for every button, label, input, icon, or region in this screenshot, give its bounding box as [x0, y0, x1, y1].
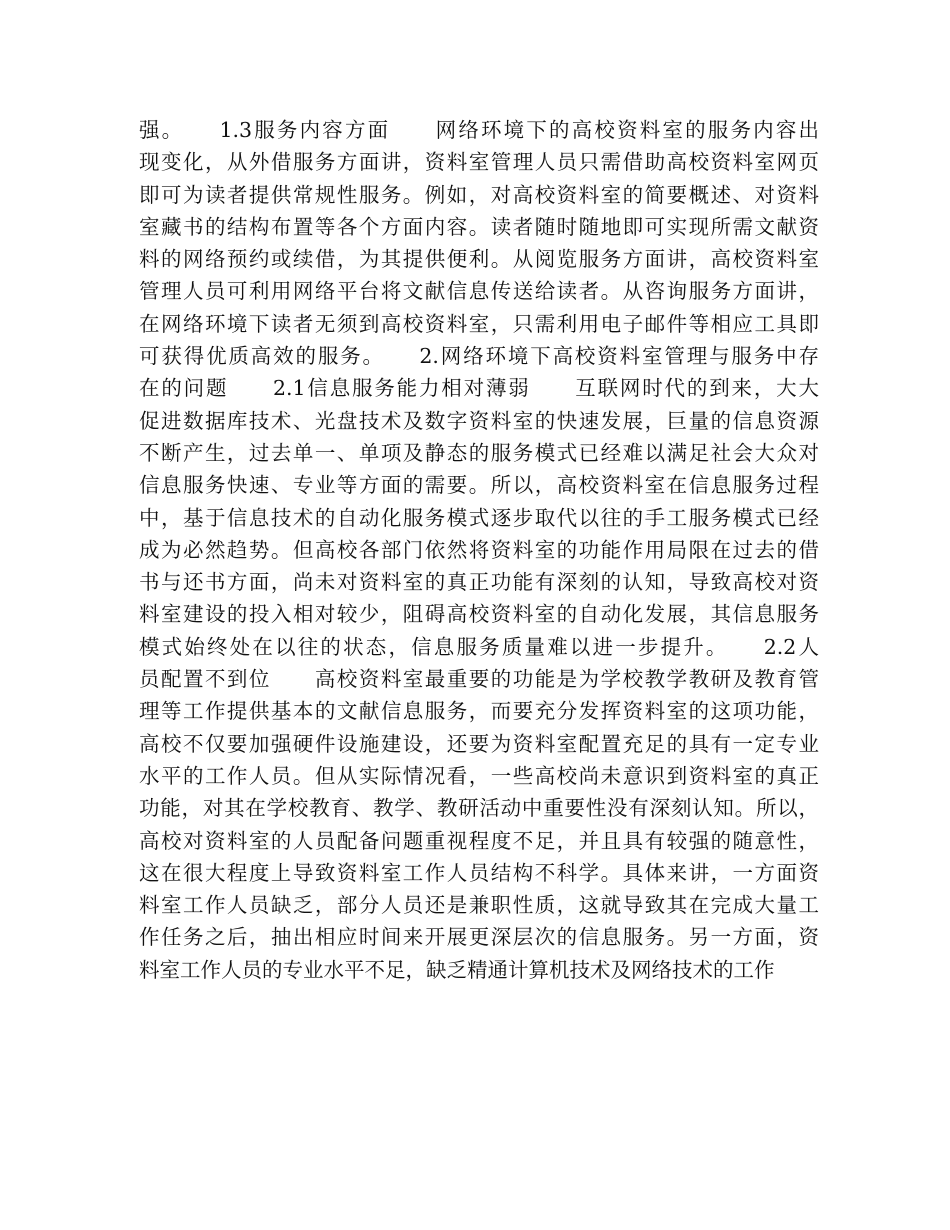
text-line: 信息服务快速、专业等方面的需要。所以，高校资料室在信息服务过程 [139, 473, 819, 498]
text-line: 料的网络预约或续借，为其提供便利。从阅览服务方面讲，高校资料室 [139, 247, 819, 272]
text-line: 料室工作人员缺乏，部分人员还是兼职性质，这就导致其在完成大量工 [139, 893, 819, 918]
text-line: 理等工作提供基本的文献信息服务，而要充分发挥资料室的这项功能， [139, 699, 819, 724]
text-line: 可获得优质高效的服务。 2.网络环境下高校资料室管理与服务中存 [139, 344, 819, 369]
text-line: 员配置不到位 高校资料室最重要的功能是为学校教学教研及教育管 [139, 667, 819, 692]
text-line: 料室工作人员的专业水平不足，缺乏精通计算机技术及网络技术的工作 [139, 957, 775, 982]
text-line: 这在很大程度上导致资料室工作人员结构不科学。具体来讲，一方面资 [139, 860, 819, 885]
text-line: 不断产生，过去单一、单项及静态的服务模式已经难以满足社会大众对 [139, 440, 819, 465]
text-line: 中，基于信息技术的自动化服务模式逐步取代以往的手工服务模式已经 [139, 505, 819, 530]
text-line: 即可为读者提供常规性服务。例如，对高校资料室的简要概述、对资料 [139, 182, 819, 207]
text-line: 高校不仅要加强硬件设施建设，还要为资料室配置充足的具有一定专业 [139, 731, 819, 756]
text-line: 成为必然趋势。但高校各部门依然将资料室的功能作用局限在过去的借 [139, 537, 819, 562]
text-line: 模式始终处在以往的状态，信息服务质量难以进一步提升。 2.2人 [139, 634, 819, 659]
text-line: 现变化，从外借服务方面讲，资料室管理人员只需借助高校资料室网页 [139, 150, 819, 175]
text-line: 作任务之后，抽出相应时间来开展更深层次的信息服务。另一方面，资 [139, 925, 819, 950]
body-text [139, 114, 819, 986]
text-line: 在网络环境下读者无须到高校资料室，只需利用电子邮件等相应工具即 [139, 311, 819, 336]
text-line: 水平的工作人员。但从实际情况看，一些高校尚未意识到资料室的真正 [139, 763, 819, 788]
text-line: 在的问题 2.1信息服务能力相对薄弱 互联网时代的到来，大大 [139, 376, 819, 401]
text-line: 促进数据库技术、光盘技术及数字资料室的快速发展，巨量的信息资源 [139, 408, 819, 433]
text-line: 管理人员可利用网络平台将文献信息传送给读者。从咨询服务方面讲， [139, 279, 819, 304]
text-line: 料室建设的投入相对较少，阻碍高校资料室的自动化发展，其信息服务 [139, 602, 819, 627]
text-line: 室藏书的结构布置等各个方面内容。读者随时随地即可实现所需文献资 [139, 214, 819, 239]
text-line: 强。 1.3服务内容方面 网络环境下的高校资料室的服务内容出 [139, 118, 819, 142]
text-line: 功能，对其在学校教育、教学、教研活动中重要性没有深刻认知。所以， [139, 796, 819, 821]
text-line: 书与还书方面，尚未对资料室的真正功能有深刻的认知，导致高校对资 [139, 570, 819, 595]
text-line: 高校对资料室的人员配备问题重视程度不足，并且具有较强的随意性， [139, 828, 819, 853]
